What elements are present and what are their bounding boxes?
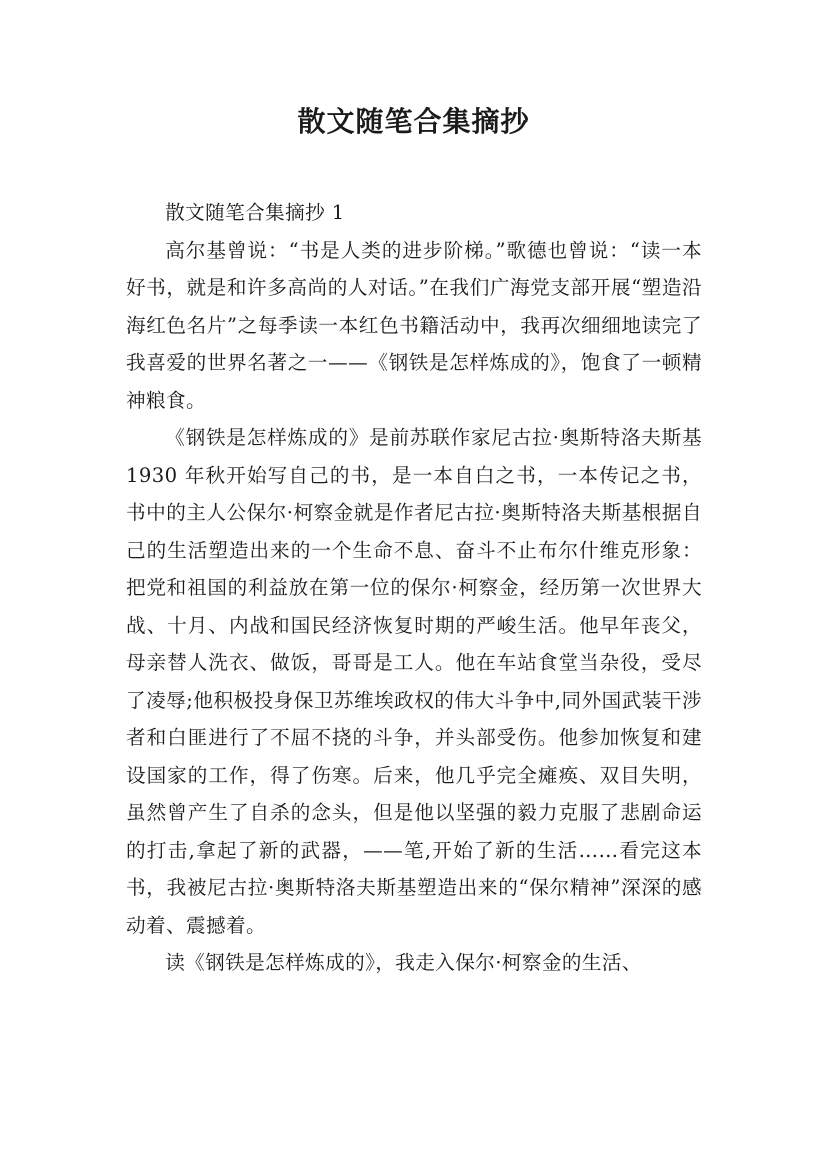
paragraph-2: 《钢铁是怎样炼成的》是前苏联作家尼古拉·奥斯特洛夫斯基 1930 年秋开始写自己的书，是一本自白之书，一本传记之书，书中的主人公保尔·柯察金就是作者尼古拉·奥斯特洛夫斯基根据自己的生活塑造出来的一个生命不息、奋斗不止布尔什维克形象：把党和祖国的利益放在第一位的保尔·柯察金，经历第一次世界大战、十月、内战和国民经济恢复时期的严峻生活。他早年丧父，母亲替人洗衣、做饭，哥哥是工人。他在车站食堂当杂役，受尽了凌辱;他积极投身保卫苏维埃政权的伟大斗争中,同外国武装干涉者和白匪进行了不屈不挠的斗争，并头部受伤。他参加恢复和建设国家的工作，得了伤寒。后来，他几乎完全瘫痪、双目失明，虽然曾产生了自杀的念头，但是他以坚强的毅力克服了悲剧命运的打击,拿起了新的武器，——笔,开始了新的生活……看完这本书，我被尼古拉·奥斯特洛夫斯基塑造出来的“保尔精神”深深的感动着、震撼着。 [126,426,702,937]
paragraph-1: 高尔基曾说：“书是人类的进步阶梯。”歌德也曾说：“读一本好书，就是和许多高尚的人对话。”在我们广海党支部开展“塑造沿海红色名片”之每季读一本红色书籍活动中，我再次细细地读完了我喜爱的世界名著之一——《钢铁是怎样炼成的》，饱食了一顿精神粮食。 [126,238,702,412]
document-title: 散文随笔合集摘抄 [297,105,530,138]
section-heading: 散文随笔合集摘抄 1 [165,201,345,224]
paragraph-3: 读《钢铁是怎样炼成的》，我走入保尔·柯察金的生活、 [165,951,642,974]
document-body [126,194,702,982]
